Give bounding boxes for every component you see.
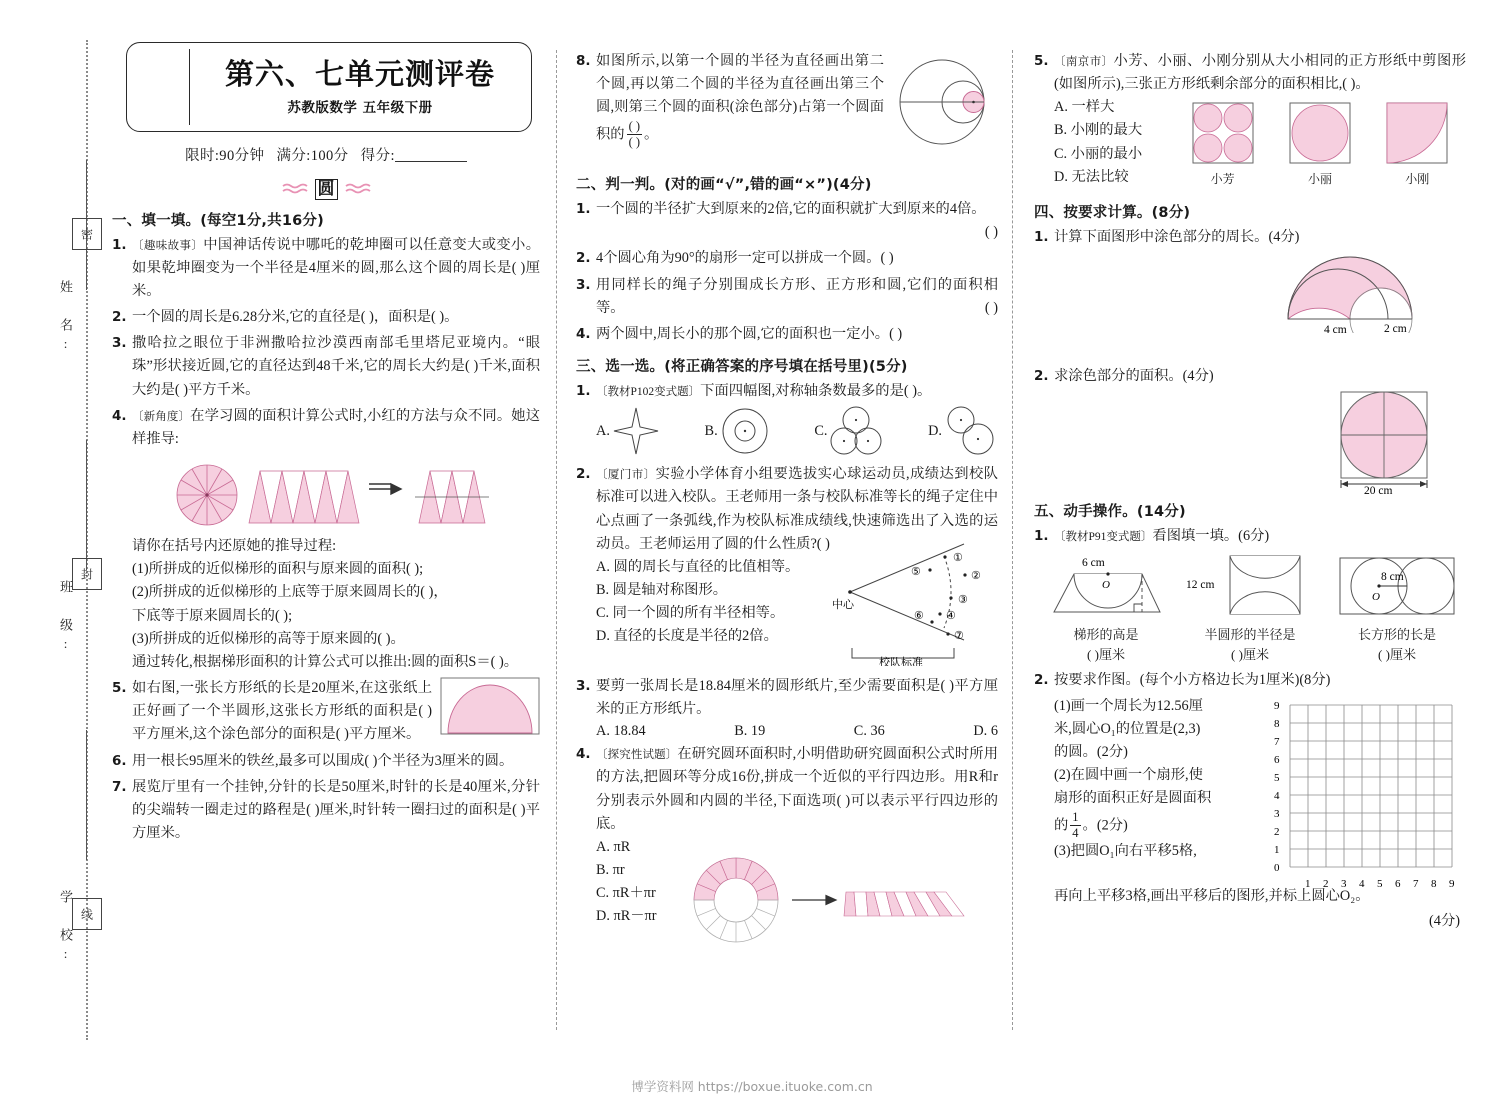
choice-q4 [576, 743, 998, 836]
c3-option-b[interactable]: B. 19 [734, 723, 766, 740]
o1-fig-trapezoid [1046, 552, 1166, 663]
field-label-school: 学 校: [58, 890, 73, 966]
c4-option-c[interactable]: C. πR＋πr [596, 885, 656, 902]
c5-option-b[interactable]: B. 小刚的最大 [1054, 122, 1143, 139]
item-number: 4. [576, 325, 591, 342]
option-letter: B. [704, 422, 718, 439]
item-number: 5. [1034, 53, 1049, 69]
dim-label-4cm: 4 cm [1324, 324, 1347, 334]
q8-fraction [627, 119, 642, 149]
q4-part1: (1)所拼成的近似梯形的面积与原来圆的面积( ); [132, 561, 424, 578]
y-tick-1: 1 [1274, 843, 1280, 856]
point-7: ⑦ [954, 629, 964, 642]
judge-q1 [576, 198, 998, 244]
c2-text: 实验小学体育小组要选拔实心球运动员,成绩达到校队标准可以进入校队。王老师用一条与校队标准等长的绳子定住中心点画了一条弧线,作为校队标准成绩线,快速筛选出了入选的运动员。王老师运用了圆的什么性质?( ) [596, 466, 999, 552]
arrow-icon [369, 484, 401, 494]
item-number: 4. [576, 746, 591, 763]
y-tick-2: 2 [1274, 825, 1280, 838]
square-quarter-circle-icon [1386, 102, 1448, 164]
item-number: 3. [576, 276, 591, 293]
q8-text: 如图所示,以第一个圆的半径为直径画出第二个圆,再以第二个圆的半径为直径画出第三个圆,则第三个圆的面积(涂色部分)占第一个圆面积的 [596, 53, 884, 143]
fill-q8 [576, 50, 998, 164]
item-number: 2. [1034, 672, 1049, 689]
item-number: 5. [112, 680, 127, 697]
q1-tag: 〔趣味故事〕 [132, 239, 204, 252]
seal-rule-2 [86, 440, 87, 570]
q4-part2b: 下底等于原来圆周长的( ); [132, 607, 293, 624]
choice-q3 [576, 675, 998, 721]
option-letter: A. [596, 422, 610, 439]
o1-text: 看图填一填。(6分) [1152, 528, 1270, 545]
j4-text: 两个圆中,周长小的那个圆,它的面积也一定小。 [596, 325, 890, 342]
o2-line-3a: (3)把圆O₁向右平移5格, [1054, 843, 1197, 860]
j3-text: 用同样长的绳子分别围成长方形、正方形和圆,它们的面积相等。 [596, 276, 998, 316]
o1-blank-1[interactable]: ( )厘米 [1087, 647, 1125, 663]
column-divider-2 [1012, 50, 1013, 1030]
c1-option-c[interactable] [814, 405, 883, 457]
option-letter: D. [928, 422, 942, 439]
fill-q1 [112, 234, 540, 303]
semicircle-figure [440, 677, 540, 743]
wave-left-icon [282, 182, 308, 196]
quarter-fraction [1070, 810, 1080, 840]
c5-option-c[interactable]: C. 小丽的最小 [1054, 145, 1143, 162]
title-divider [189, 49, 190, 125]
c3-option-a[interactable]: A. 18.84 [596, 723, 646, 740]
section-heading-4: 四、按要求计算。(8分) [1034, 204, 1191, 221]
column-3 [1012, 28, 1476, 1038]
concentric-circles-icon [720, 406, 770, 456]
q4-lead: 请你在括号内还原她的推导过程: [132, 538, 337, 555]
q1-text: 中国神话传说中哪吒的乾坤圈可以任意变大或变小。如果乾坤圈变为一个半径是4厘米的圆,那么这个圆的周长是( )厘米。 [132, 236, 541, 299]
fill-q7 [112, 776, 540, 845]
c2-options [596, 556, 832, 671]
c4-text: 在研究圆环面积时,小明借助研究圆面积公式时所用的方法,把圆环等分成16份,拼成一个近似的平行四边形。用R和r分别表示外圆和内圆的半径,下面选项( )可以表示平行四边形的底。 [596, 746, 999, 832]
fig-xiaogang [1386, 102, 1448, 187]
j3-answer-box[interactable]: ( ) [984, 299, 998, 316]
seal-box-mi: 密 [72, 218, 102, 250]
section-heading-2: 二、判一判。(对的画“√”,错的画“×”)(4分) [576, 177, 872, 194]
y-tick-4: 4 [1274, 789, 1280, 802]
choice-q1 [576, 380, 998, 403]
fraction-denominator: 4 [1072, 825, 1079, 840]
o1-fig-rect [1334, 552, 1460, 663]
square-two-semicircles-icon [1186, 552, 1314, 618]
o2-frac-pre: 的 [1054, 817, 1069, 834]
item-number: 1. [1034, 228, 1049, 245]
page-subtitle: 苏教版数学 五年级下册 [287, 99, 433, 116]
y-tick-8: 8 [1274, 717, 1280, 730]
o2-line-1b: 米,圆心O₁的位置是(2,3) [1054, 720, 1201, 737]
section-heading-3: 三、选一选。(将正确答案的序号填在括号里)(5分) [576, 359, 908, 376]
section-heading-1: 一、填一填。(每空1分,共16分) [112, 212, 324, 229]
four-point-star-icon [612, 406, 660, 456]
point-5: ⑤ [911, 565, 921, 578]
center-label: 中心 [832, 598, 854, 611]
c4-option-d[interactable]: D. πR－πr [596, 908, 657, 925]
field-label-class: 班 级: [58, 580, 73, 656]
q4-part2: (2)所拼成的近似梯形的上底等于原来圆周长的( )， [132, 584, 448, 601]
column-divider-1 [556, 50, 557, 1030]
c3-options [596, 723, 998, 740]
o2-line-1c: 的圆。(2分) [1054, 743, 1128, 760]
calc-q2 [1034, 365, 1466, 388]
j4-answer-box[interactable]: ( ) [889, 325, 903, 342]
column-2 [556, 28, 1012, 1038]
o1-figures [1046, 552, 1460, 663]
score-line [112, 144, 540, 165]
page-title: 第六、七单元测评卷 [224, 57, 495, 92]
item-number: 8. [576, 53, 591, 69]
j1-answer-box[interactable]: ( ) [984, 224, 998, 241]
y-tick-3: 3 [1274, 807, 1280, 820]
fill-q5 [112, 677, 540, 746]
c2-option-c[interactable]: C. 同一个圆的所有半径相等。 [596, 605, 785, 622]
item-number: 2. [576, 250, 591, 267]
score-label: 得分: [360, 148, 395, 164]
fill-q2 [112, 306, 540, 329]
wave-right-icon [345, 182, 371, 196]
o1-caption-2: 半圆形的半径是 [1204, 627, 1296, 643]
section-heading-5: 五、动手操作。(14分) [1034, 504, 1186, 521]
two-circles-icon [944, 405, 998, 457]
score-blank[interactable] [395, 161, 467, 162]
c3-option-c[interactable]: C. 36 [853, 723, 885, 740]
x-tick-6: 6 [1395, 877, 1401, 890]
q4-part3: (3)所拼成的近似梯形的高等于原来圆的( )。 [132, 630, 405, 647]
square-with-astroid-diagram [1326, 388, 1446, 494]
operate-q1 [1034, 525, 1466, 548]
o2-instructions [1054, 695, 1256, 895]
q4-conclusion: 通过转化,根据梯形面积的计算公式可以推出:圆的面积S＝( )。 [132, 653, 519, 670]
item-number: 3. [576, 677, 591, 694]
coordinate-grid[interactable] [1256, 695, 1468, 895]
o1-fig-square [1186, 552, 1314, 663]
dim-label-20cm: 20 cm [1364, 485, 1393, 495]
y-tick-5: 5 [1274, 771, 1280, 784]
o1-tag: 〔教材P91变式题〕 [1054, 531, 1153, 544]
annulus-to-parallelogram [688, 852, 978, 948]
x-tick-4: 4 [1359, 877, 1365, 890]
dim-label-2cm: 2 cm [1384, 323, 1407, 334]
x-tick-5: 5 [1377, 877, 1383, 890]
center-O: O [1372, 591, 1380, 604]
x-tick-9: 9 [1449, 877, 1455, 890]
choice-q5 [1034, 50, 1466, 96]
o2-text: 按要求作图。(每个小方格边长为1厘米)(8分) [1054, 672, 1331, 689]
square-one-circle-icon [1289, 102, 1351, 164]
o2-frac-post: 。(2分) [1082, 817, 1128, 834]
three-nested-circles [894, 50, 998, 154]
trapezoid-semicircle-icon [1046, 552, 1166, 618]
fill-q6 [112, 750, 540, 773]
o2-line-2a: (2)在圆中画一个扇形,使 [1054, 767, 1203, 784]
rect-two-circles-icon [1334, 552, 1460, 618]
y-tick-0: 0 [1274, 861, 1280, 874]
c5-options-and-figures [1054, 96, 1466, 189]
area-derivation-diagram [161, 455, 491, 533]
c1-option-a[interactable] [596, 406, 660, 456]
fig-caption: 小丽 [1307, 172, 1332, 187]
x-tick-1: 1 [1305, 877, 1311, 890]
dim-label: 8 cm [1381, 571, 1404, 584]
annulus-icon [694, 858, 778, 942]
c1-option-b[interactable] [705, 406, 770, 456]
item-number: 1. [1034, 528, 1049, 545]
o2-line-1a: (1)画一个周长为12.56厘 [1054, 697, 1203, 714]
k2-text: 求涂色部分的面积。(4分) [1054, 368, 1214, 385]
field-label-name: 姓 名: [58, 280, 73, 356]
standard-label: 校队标准 [879, 656, 923, 666]
c2-option-d[interactable]: D. 直径的长度是半径的2倍。 [596, 628, 778, 645]
c4-option-a[interactable]: A. πR [596, 838, 631, 855]
footer-watermark: 博学资料网 https://boxue.ituoke.com.cn [631, 1079, 873, 1094]
y-tick-7: 7 [1274, 735, 1280, 748]
point-1: ① [953, 551, 963, 564]
square-four-circles-icon [1192, 102, 1254, 164]
full-score: 满分:100分 [276, 148, 349, 164]
k2-figure [1034, 388, 1446, 496]
c4-tag: 〔探究性试题〕 [596, 749, 678, 762]
q3-text: 撒哈拉之眼位于非洲撒哈拉沙漠西南部毛里塔尼亚境内。“眼珠”形状接近圆,它的直径达到48千米,它的周长大约是( )千米,面积大约是( )平方千米。 [132, 335, 540, 398]
c1-text: 下面四幅图,对称轴条数最多的是( )。 [700, 383, 932, 400]
shotput-arc-diagram [832, 530, 998, 666]
item-number: 1. [576, 383, 591, 400]
q7-text: 展览厅里有一个挂钟,分针的长是50厘米,时针的长是40厘米,分针的尖端转一圈走过的路程是( )厘米,时针转一圈扫过的面积是( )平方厘米。 [132, 778, 540, 841]
o1-blank-2[interactable]: ( )厘米 [1231, 647, 1269, 663]
c5-option-d[interactable]: D. 无法比较 [1054, 168, 1129, 185]
y-tick-6: 6 [1274, 753, 1280, 766]
c4-options [596, 836, 688, 929]
o2-score: (4分) [1429, 912, 1460, 929]
j2-text: 4个圆心角为90°的扇形一定可以拼成一个圆。 [596, 250, 881, 267]
q5-text: 如右图,一张长方形纸的长是20厘米,在这张纸上正好画了一个半圆形,这张长方形纸的面积是( )平方厘米,这个涂色部分的面积是( )平方厘米。 [132, 680, 432, 743]
c3-text: 要剪一张周长是18.84厘米的圆形纸片,至少需要面积是( )平方厘米的正方形纸片。 [596, 677, 998, 718]
x-tick-2: 2 [1323, 877, 1329, 890]
seal-box-feng: 封 [72, 558, 102, 590]
x-tick-3: 3 [1341, 877, 1347, 890]
nested-circles-figure [894, 50, 998, 162]
item-number: 4. [112, 407, 127, 424]
o1-blank-3[interactable]: ( )厘米 [1378, 647, 1416, 663]
parallelogram-strip [844, 892, 964, 916]
item-number: 7. [112, 778, 127, 795]
j1-text: 一个圆的半径扩大到原来的2倍,它的面积就扩大到原来的4倍。 [596, 201, 986, 218]
item-number: 6. [112, 752, 127, 769]
c1-option-d[interactable] [928, 405, 998, 457]
center-O: O [1102, 579, 1110, 592]
operate-q2 [1034, 669, 1466, 692]
arrow-icon [792, 895, 836, 904]
fig-caption: 小芳 [1210, 172, 1235, 187]
judge-q4 [576, 323, 998, 346]
item-number: 2. [576, 466, 591, 483]
x-tick-7: 7 [1413, 877, 1419, 890]
dim-label: 12 cm [1186, 579, 1215, 592]
o2-body [1054, 695, 1466, 895]
c2-option-b[interactable]: B. 圆是轴对称图形。 [596, 582, 728, 599]
seal-rule-3 [86, 730, 87, 860]
fig-caption: 小刚 [1405, 172, 1430, 187]
columns-container [104, 28, 1476, 1038]
unit-banner [112, 179, 540, 200]
seal-box-xian: 线 [72, 898, 102, 930]
q4-text: 在学习圆的面积计算公式时,小红的方法与众不同。她这样推导: [132, 407, 540, 447]
c5-text: 小芳、小丽、小刚分别从大小相同的正方形纸中剪图形(如图所示),三张正方形纸剩余部分的面积相比,( )。 [1054, 53, 1466, 93]
crescent-arcs-diagram [1280, 249, 1456, 333]
k1-figure [1034, 249, 1456, 335]
q6-text: 用一根长95厘米的铁丝,最多可以围成( )个半径为3厘米的圆。 [132, 752, 514, 769]
c2-tag: 〔厦门市〕 [596, 469, 656, 482]
item-number: 3. [112, 335, 127, 352]
point-2: ② [971, 569, 981, 582]
o1-caption-3: 长方形的长是 [1357, 627, 1436, 643]
q8-end: 。 [644, 126, 659, 143]
o2-line-2c [1054, 810, 1256, 840]
c2-option-a[interactable]: A. 圆的周长与直径的比值相等。 [596, 558, 800, 575]
c5-figures [1174, 102, 1466, 187]
y-tick-9: 9 [1274, 699, 1280, 712]
q4-tag: 〔新角度〕 [132, 410, 191, 423]
item-number: 1. [112, 236, 127, 253]
three-circles-triangle-icon [829, 405, 883, 457]
fig-xiaofang [1192, 102, 1254, 187]
o2-line-2b: 扇形的面积正好是圆面积 [1054, 790, 1212, 807]
c5-options [1054, 96, 1174, 189]
c1-options-row [596, 405, 998, 457]
item-number: 2. [112, 309, 127, 326]
fraction-denominator: ( ) [628, 134, 641, 149]
fraction-numerator: 1 [1072, 810, 1079, 825]
c1-tag: 〔教材P102变式题〕 [596, 386, 701, 399]
c5-option-a[interactable]: A. 一样大 [1054, 99, 1115, 116]
o2-grid [1256, 695, 1468, 895]
c4-options-and-figure [596, 836, 998, 953]
dim-label: 6 cm [1082, 557, 1105, 570]
o2-line-3b: 再向上平移3格,画出平移后的图形,并标上圆心O₂。 [1054, 887, 1370, 904]
point-3: ③ [958, 593, 968, 606]
point-4: ④ [946, 609, 956, 622]
option-letter: C. [814, 422, 828, 439]
c2-options-and-figure [596, 551, 998, 671]
judge-q3 [576, 274, 998, 320]
seal-margin [56, 40, 102, 1040]
time-limit: 限时:90分钟 [185, 148, 265, 164]
q2-text: 一个圆的周长是6.28分米,它的直径是( )，面积是( )。 [132, 309, 459, 326]
x-tick-8: 8 [1431, 877, 1437, 890]
calc-q1 [1034, 226, 1466, 249]
c3-option-d[interactable]: D. 6 [973, 723, 998, 740]
fig-xiaoli [1289, 102, 1351, 187]
fill-q3 [112, 332, 540, 401]
item-number: 1. [576, 201, 591, 218]
fraction-numerator: ( ) [628, 119, 641, 134]
c5-tag: 〔南京市〕 [1054, 56, 1114, 68]
point-6: ⑥ [914, 609, 924, 622]
j2-answer-box[interactable]: ( ) [880, 250, 894, 267]
k1-text: 计算下面图形中涂色部分的周长。(4分) [1054, 228, 1300, 245]
circle-to-trapezoid-figure [112, 455, 540, 533]
item-number: 2. [1034, 368, 1049, 385]
c2-figure [832, 530, 998, 671]
rect-with-semicircle [440, 677, 540, 735]
o1-caption-1: 梯形的高是 [1073, 627, 1139, 643]
c4-option-b[interactable]: B. πr [596, 861, 625, 878]
column-1 [104, 28, 556, 1038]
unit-banner-char: 圆 [315, 179, 338, 200]
title-card [126, 42, 532, 132]
judge-q2 [576, 247, 998, 270]
c4-figure [688, 852, 998, 953]
fill-q4 [112, 405, 540, 451]
